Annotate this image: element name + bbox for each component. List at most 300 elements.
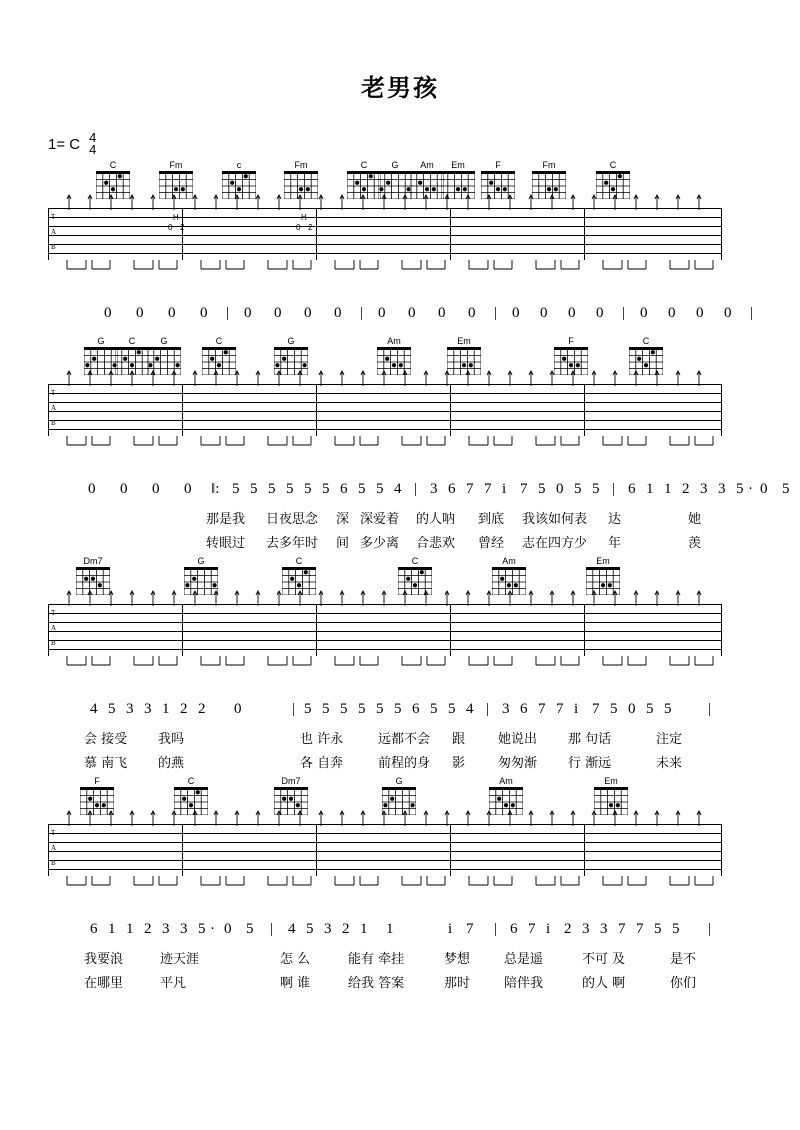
strum-arrow-icon [612,370,618,386]
lyric-segment: 年 [608,536,622,551]
notation-symbol: 7 [618,921,626,937]
lyric-segment: 啊 谁 [280,976,311,991]
notation-symbol: 0 [274,305,282,321]
notation-symbol: 7 [484,481,492,497]
strum-arrow-icon [507,590,513,606]
chord-name: C [295,556,303,566]
notation-symbol: 6 [340,481,348,497]
tab-fret-number: H [173,213,179,222]
notation-symbol: 5 [322,481,330,497]
strum-arrow-icon [696,590,702,606]
strum-arrow-icon [654,590,660,606]
bar-line [584,824,585,876]
lyrics-line-1 [48,728,768,750]
notation-symbol: 1 [646,481,654,497]
strum-arrow-icon [654,370,660,386]
notation-symbol: | [270,921,274,937]
strum-arrow-icon [360,810,366,826]
strum-arrow-icon [507,370,513,386]
notation-symbol: 5 [646,701,654,717]
notation-symbol: 5 [574,481,582,497]
chord-name: F [568,336,574,346]
chord-name: Em [457,336,471,346]
rhythm-bracket-icon [334,260,380,272]
lyric-segment: 间 [336,536,350,551]
lyric-segment: 羡 [688,536,702,551]
lyric-segment: 深 [336,512,350,527]
bar-line [450,604,451,656]
lyric-segment: 合悲欢 [416,536,456,551]
strum-arrow-icon [549,590,555,606]
strum-arrow-icon [486,194,492,210]
tab-line [48,429,722,430]
key-label: 1= C [48,135,81,153]
lyric-segment: 梦想 [444,952,471,967]
notation-symbol: 2 [180,701,188,717]
chord-name: Am [502,556,516,566]
tab-clef-a: A [51,624,57,632]
lyric-segment: 怎 么 [280,952,311,967]
chord-name: C [609,160,617,170]
tab-line [48,869,722,870]
notation-symbol: 5 [394,701,402,717]
tab-line [48,253,722,254]
notation-symbol: 5 [322,701,330,717]
rhythm-bracket-icon [334,436,380,448]
notation-symbol: 6 [628,481,636,497]
notation-symbol: 1 [360,921,368,937]
chord-name: Em [451,160,465,170]
chord-name: C [215,336,223,346]
strum-arrow-icon [87,810,93,826]
notation-symbol: 0 [184,481,192,497]
strum-arrow-icon [633,370,639,386]
strum-arrow-icon [423,370,429,386]
notation-symbol: 7 [466,921,474,937]
strum-arrow-icon [234,370,240,386]
lyric-segment: 前程的身 [378,756,431,771]
notation-symbol: 5 [610,701,618,717]
chord-name: Am [420,160,434,170]
rhythm-bracket-icon [468,876,514,888]
chord-name: Em [604,776,618,786]
notation-symbol: 2 [198,701,206,717]
strum-arrow-icon [465,810,471,826]
strum-arrow-icon [591,370,597,386]
chord-name: Em [596,556,610,566]
tab-clef-b: B [51,859,56,867]
notation-symbol: 5 [358,481,366,497]
chord-diagram [446,336,482,375]
notation-symbol: 0 [378,305,386,321]
strum-arrow-icon [234,590,240,606]
rhythm-row [48,656,722,672]
lyric-segment: 不可 及 [582,952,626,967]
lyrics-line-2 [48,532,768,554]
strum-arrow-icon [108,370,114,386]
tab-staff [48,208,722,260]
strum-arrow-icon [549,194,555,210]
numbered-notation-row [48,921,748,947]
strum-arrow-icon [339,370,345,386]
rhythm-bracket-icon [602,436,648,448]
rhythm-bracket-icon [200,260,246,272]
notation-symbol: 7 [528,921,536,937]
notation-symbol: 3 [700,481,708,497]
lyrics-line-2 [48,752,768,774]
system-3 [0,556,800,771]
tab-clef-a: A [51,404,57,412]
notation-symbol: | [494,921,498,937]
rhythm-bracket-icon [401,260,447,272]
rhythm-bracket-icon [334,876,380,888]
lyric-segment: 多少离 [360,536,400,551]
strum-arrow-icon [423,590,429,606]
chord-name: Fm [169,160,183,170]
lyric-segment: 慕 南飞 [84,756,128,771]
rhythm-bracket-icon [468,436,514,448]
chord-name: c [236,160,242,170]
lyric-segment: 是不 [670,952,697,967]
strum-arrow-icon [486,810,492,826]
chord-name: Fm [542,160,556,170]
notation-symbol: 5 [448,701,456,717]
strum-arrow-icon [171,370,177,386]
notation-symbol: 6 [448,481,456,497]
notation-symbol: 5 [232,481,240,497]
strum-arrow-icon [276,810,282,826]
strum-arrow-icon [381,810,387,826]
strum-arrow-icon [591,810,597,826]
strum-arrow-icon [255,370,261,386]
tab-clef-b: B [51,419,56,427]
bar-line [584,384,585,436]
notation-symbol: 3 [718,481,726,497]
system-1 [0,160,800,321]
lyric-segment: 我要浪 [84,952,124,967]
tab-line [48,226,722,227]
lyric-segment: 志在四方少 [522,536,588,551]
notation-symbol: | [750,305,754,321]
strum-arrow-icon [108,194,114,210]
strum-arrow-icon [129,194,135,210]
notation-symbol: i [448,921,453,937]
lyric-segment: 那时 [444,976,471,991]
notation-symbol: 5 [340,701,348,717]
notation-symbol: 4 [288,921,296,937]
strum-arrow-icon [528,194,534,210]
lyrics-line-1 [48,948,768,970]
bar-line [48,824,49,876]
bar-line [450,384,451,436]
tab-line [48,393,722,394]
strum-arrow-icon [276,194,282,210]
bar-line [316,824,317,876]
bar-line [316,604,317,656]
strum-arrow-icon [66,194,72,210]
notation-symbol: 3 [430,481,438,497]
rhythm-bracket-icon [66,656,112,668]
notation-symbol: 5 [736,481,744,497]
notation-symbol: 0 [168,305,176,321]
bar-line [182,384,183,436]
strum-arrow-icon [171,590,177,606]
tab-line [48,622,722,623]
strum-arrow-icon [255,194,261,210]
notation-symbol: 4 [466,701,474,717]
notation-symbol: 1 [664,481,672,497]
strum-arrow-icon [654,194,660,210]
rhythm-bracket-icon [535,436,581,448]
strum-arrow-icon [339,810,345,826]
tab-line [48,217,722,218]
strum-arrow-icon [675,810,681,826]
strum-arrow-icon [318,370,324,386]
notation-symbol: 7 [466,481,474,497]
strum-arrow-icon [444,590,450,606]
tab-staff [48,824,722,876]
strum-arrow-icon [276,370,282,386]
lyric-segment: 行 渐远 [568,756,612,771]
tab-line [48,860,722,861]
strum-arrow-icon [570,194,576,210]
lyric-segment: 各 自奔 [300,756,344,771]
lyric-segment: 影 [452,756,466,771]
rhythm-bracket-icon [66,436,112,448]
rhythm-bracket-icon [267,260,313,272]
strum-arrow-icon [486,590,492,606]
strum-arrow-icon [591,590,597,606]
strum-arrow-icon [360,590,366,606]
strum-arrow-icon [318,810,324,826]
chord-name: C [187,776,195,786]
strum-arrow-icon [444,370,450,386]
notation-symbol: | [292,701,296,717]
bar-line [48,208,49,260]
strum-arrow-icon [66,810,72,826]
notation-symbol: 0 [668,305,676,321]
strum-arrow-icon [108,810,114,826]
notation-symbol: 3 [144,701,152,717]
lyric-segment: 的燕 [158,756,185,771]
notation-symbol: | [622,305,626,321]
time-signature-numerator: 4 [89,130,97,145]
lyric-segment: 那是我 [206,512,246,527]
strum-arrow-icon [507,194,513,210]
notation-symbol: 0 [408,305,416,321]
numbered-notation-row [48,701,748,727]
notation-symbol: 7 [538,701,546,717]
strum-arrow-icon [675,590,681,606]
strum-arrow-icon [465,370,471,386]
notation-symbol: 5 [304,481,312,497]
tab-clef-t: T [51,609,56,617]
tab-clef-t: T [51,213,56,221]
lyric-segment: 能有 牵挂 [348,952,405,967]
notation-symbol: 0 [334,305,342,321]
notation-symbol: 1 [108,921,116,937]
lyrics-line-2 [48,972,768,994]
bar-line [450,208,451,260]
rhythm-row [48,436,722,452]
strum-arrow-icon [612,194,618,210]
strum-arrow-icon [591,194,597,210]
notation-symbol: 2 [682,481,690,497]
rhythm-bracket-icon [200,656,246,668]
strum-arrow-icon [633,194,639,210]
strum-arrow-icon [318,194,324,210]
notation-symbol: 1 [162,701,170,717]
notation-symbol: 0 [468,305,476,321]
strum-arrow-icon [360,194,366,210]
lyric-segment: 陪伴我 [504,976,544,991]
tab-clef-b: B [51,639,56,647]
rhythm-bracket-icon [669,260,715,272]
notation-symbol: i [546,921,551,937]
strum-arrow-icon [696,810,702,826]
notation-symbol: 7 [592,701,600,717]
lyric-segment: 去多年时 [266,536,319,551]
notation-symbol: 4 [394,481,402,497]
strum-arrow-icon [276,590,282,606]
strum-arrow-icon [339,590,345,606]
notation-symbol: 0 [596,305,604,321]
notation-symbol: 3 [324,921,332,937]
strum-arrow-icon [402,590,408,606]
notation-symbol: 1 [386,921,394,937]
lyric-segment: 总是遥 [504,952,544,967]
lyric-segment: 她说出 [498,732,538,747]
notation-symbol: 0 [696,305,704,321]
tab-line [48,402,722,403]
strum-arrow-icon [297,194,303,210]
notation-symbol: 5 [198,921,206,937]
notation-symbol: 0 [88,481,96,497]
strum-arrow-icon [612,810,618,826]
notation-symbol: 2 [342,921,350,937]
strum-arrow-icon [696,194,702,210]
lyric-segment: 深爱着 [360,512,400,527]
chord-name: Am [387,336,401,346]
notation-symbol: 0 [304,305,312,321]
strum-arrow-icon [381,590,387,606]
rhythm-bracket-icon [66,876,112,888]
notation-symbol: 5 [246,921,254,937]
lyric-segment: 在哪里 [84,976,124,991]
tab-fret-number: H [301,213,307,222]
chord-diagram [593,776,629,815]
notation-symbol: · [210,921,215,937]
chord-name: G [160,336,168,346]
notation-symbol: 0 [556,481,564,497]
strum-arrow-icon [402,194,408,210]
strum-arrow-icon [213,194,219,210]
notation-symbol: 5 [376,481,384,497]
chord-name: F [495,160,501,170]
notation-symbol: 0 [244,305,252,321]
strum-arrow-icon [192,370,198,386]
notation-symbol: 6 [90,921,98,937]
strum-arrow-icon [612,590,618,606]
lyric-segment: 我该如何表 [522,512,588,527]
lyric-segment: 的人呐 [416,512,456,527]
strum-arrow-icon [444,194,450,210]
strum-arrow-icon [150,810,156,826]
strum-arrow-icon [192,194,198,210]
strum-arrow-icon [423,810,429,826]
rhythm-bracket-icon [133,876,179,888]
strum-arrow-icon [192,590,198,606]
bar-line [182,604,183,656]
chord-diagram [488,776,524,815]
rhythm-row [48,876,722,892]
bar-line [316,208,317,260]
strum-arrow-icon [549,810,555,826]
notation-symbol: 3 [600,921,608,937]
lyric-segment: 跟 [452,732,466,747]
notation-symbol: 5 [358,701,366,717]
page-title: 老男孩 [361,74,439,102]
rhythm-bracket-icon [602,876,648,888]
chord-name: C [411,556,419,566]
strum-arrow-icon [549,370,555,386]
strum-arrow-icon [87,590,93,606]
bar-line [721,384,722,436]
strum-arrow-icon [423,194,429,210]
notation-symbol: 6 [520,701,528,717]
notation-symbol: 3 [502,701,510,717]
lyric-segment: 迹天涯 [160,952,200,967]
notation-symbol: 0 [136,305,144,321]
tab-line [48,842,722,843]
tab-clef-a: A [51,228,57,236]
notation-symbol: | [708,701,712,717]
lyric-segment: 她 [688,512,702,527]
lyric-segment: 那 句话 [568,732,612,747]
notation-symbol: | [708,921,712,937]
bar-line [721,208,722,260]
strum-arrow-icon [444,810,450,826]
chord-name: G [395,776,403,786]
notation-symbol: 0 [224,921,232,937]
strum-arrow-icon [381,370,387,386]
bar-line [48,604,49,656]
time-signature [88,132,97,157]
tab-line [48,649,722,650]
chord-name: C [642,336,650,346]
strum-arrow-icon [108,590,114,606]
lyric-segment: 转眼过 [206,536,246,551]
notation-symbol: 0 [760,481,768,497]
notation-symbol: 5 [108,701,116,717]
bar-line [721,824,722,876]
notation-symbol: 5 [306,921,314,937]
rhythm-bracket-icon [267,656,313,668]
strum-arrow-icon [570,370,576,386]
strum-arrow-icon [570,810,576,826]
notation-symbol: 0 [568,305,576,321]
tab-line [48,631,722,632]
strum-arrow-icon [66,370,72,386]
lyric-segment: 到底 [478,512,505,527]
rhythm-bracket-icon [401,876,447,888]
system-2 [0,336,800,551]
lyric-segment: 注定 [656,732,683,747]
strum-arrow-icon [129,590,135,606]
rhythm-bracket-icon [267,876,313,888]
strum-arrow-icon [570,590,576,606]
notation-symbol: | [360,305,364,321]
